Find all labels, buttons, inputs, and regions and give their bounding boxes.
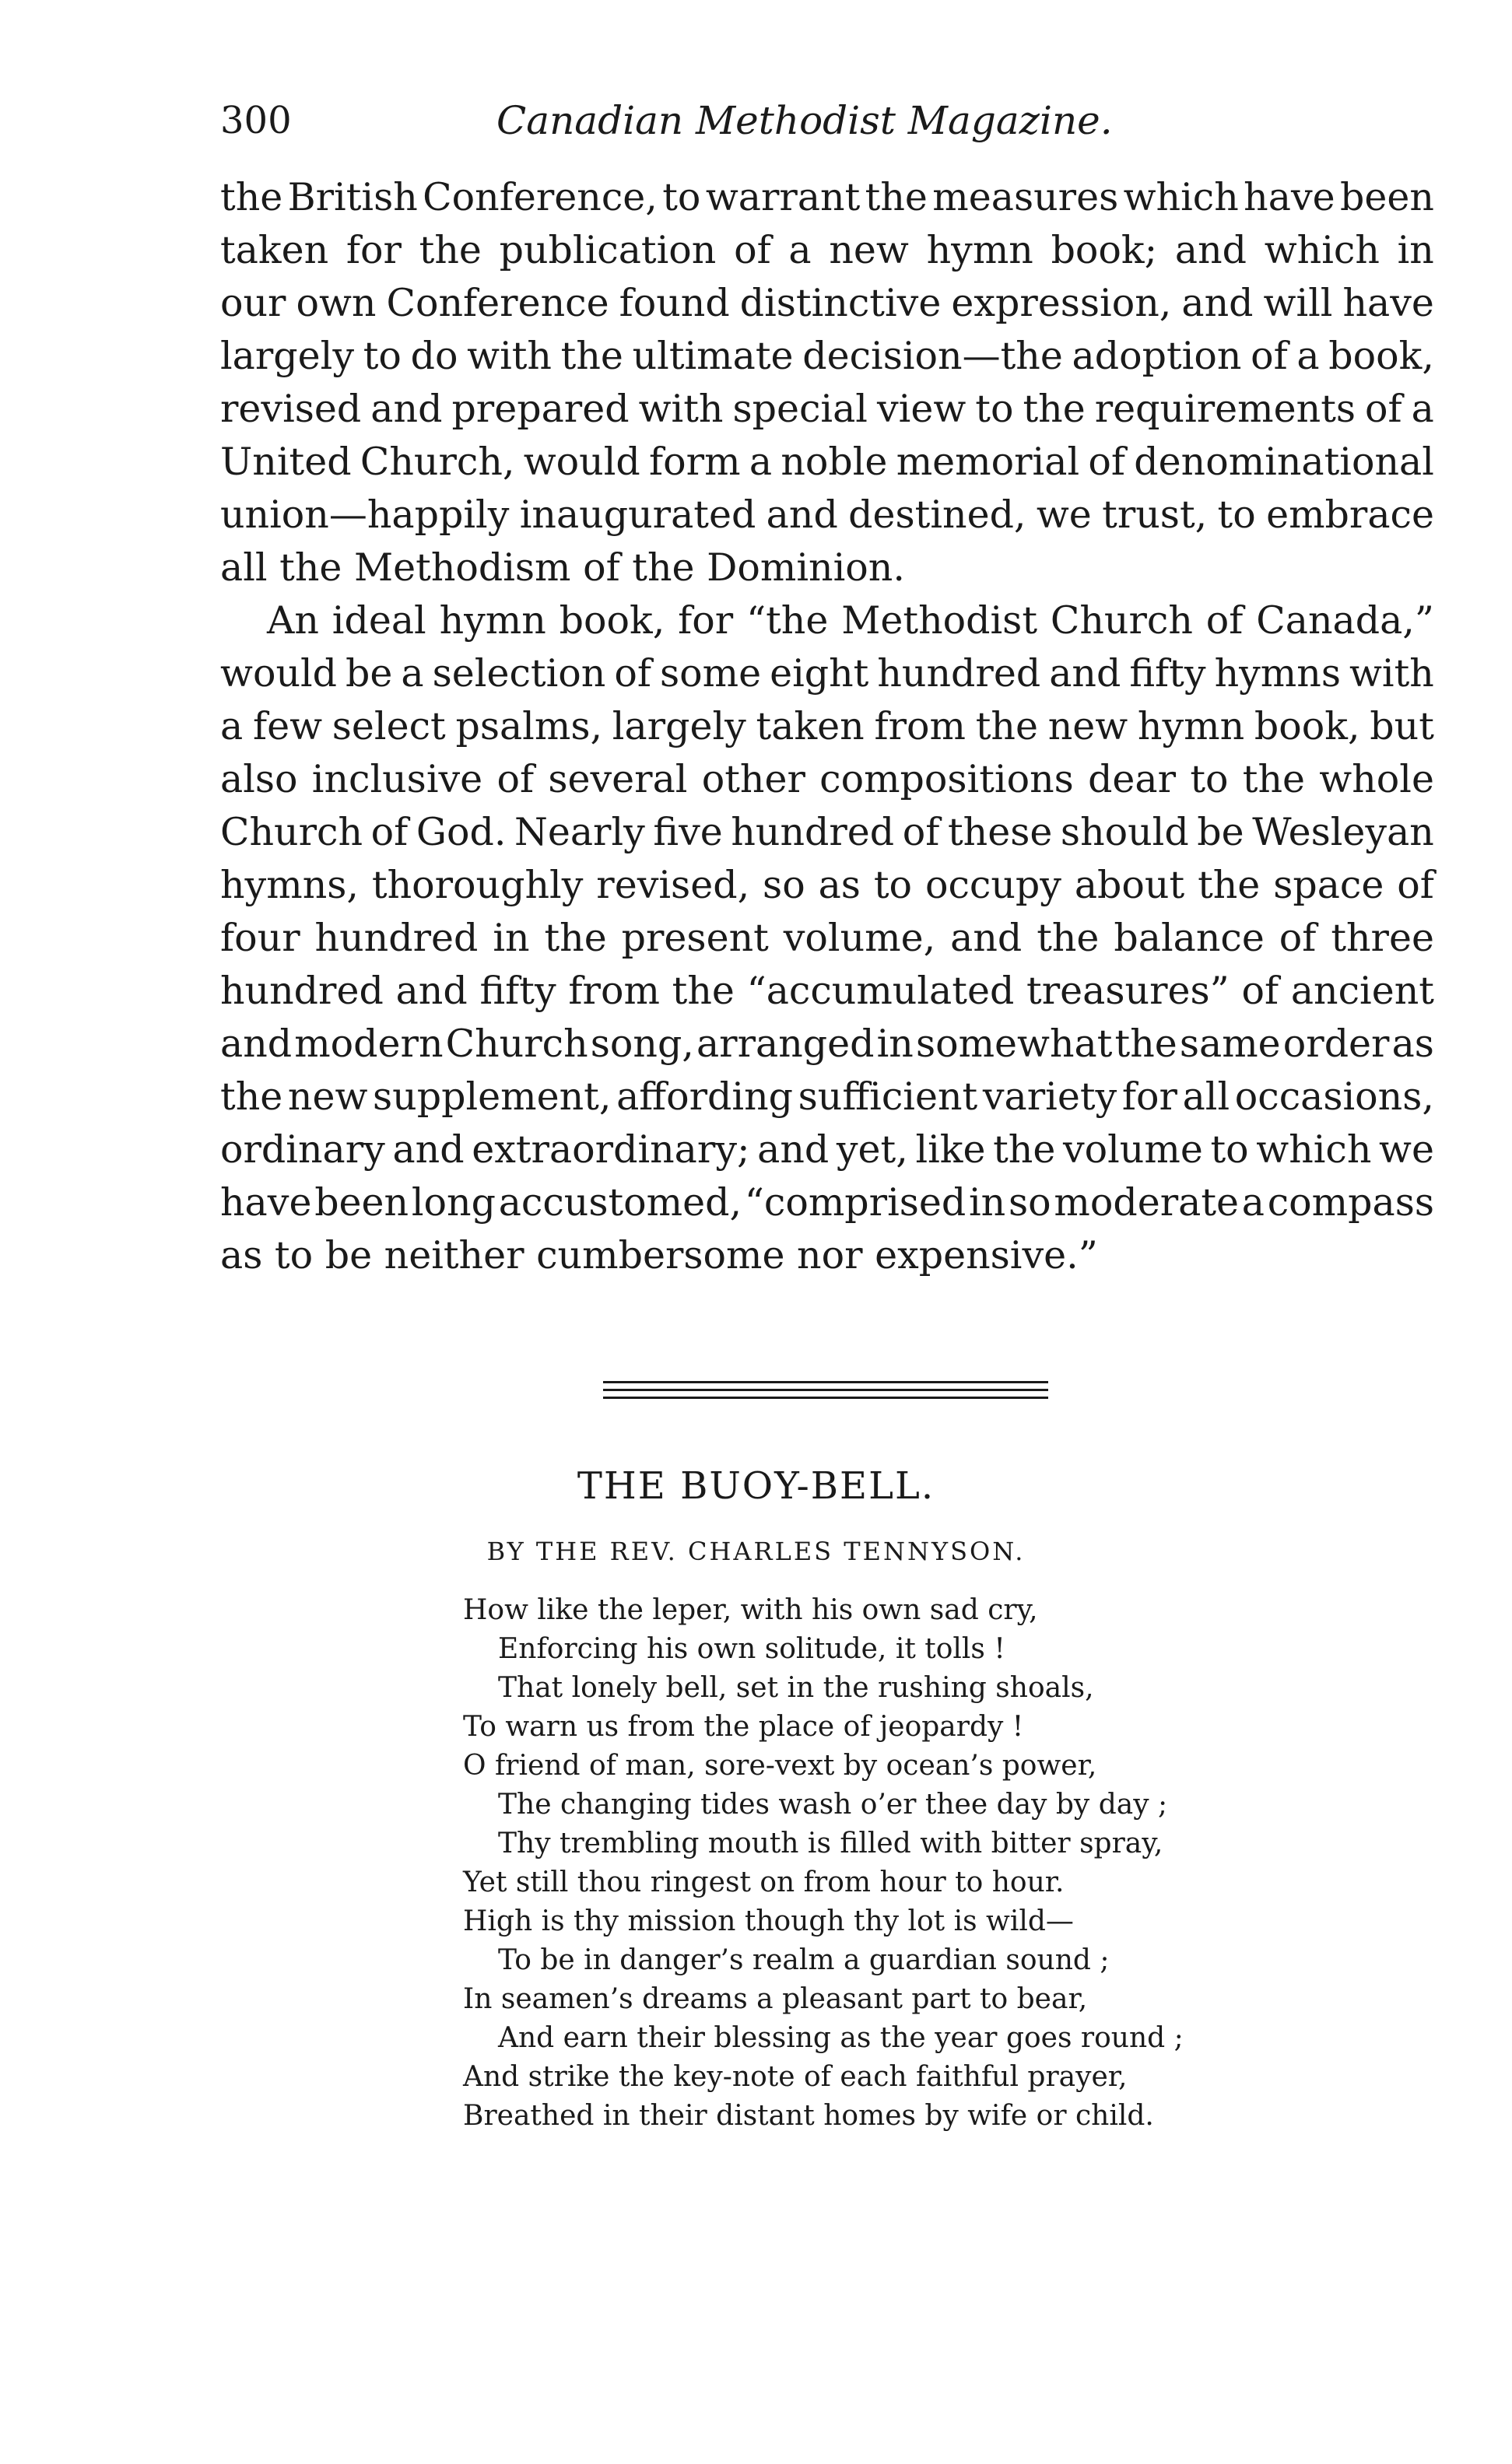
poem-line: Thy trembling mouth is filled with bitter spray, bbox=[498, 1828, 1163, 1859]
running-head bbox=[220, 97, 1426, 152]
poem-line: To be in danger’s realm a guardian sound ; bbox=[498, 1944, 1110, 1976]
text-line: all the Methodism of the Dominion. bbox=[220, 545, 905, 590]
poem-line: O friend of man, sore-vext by ocean’s power, bbox=[463, 1750, 1097, 1782]
section-divider bbox=[603, 1381, 1048, 1404]
text-line: United Church, would form a noble memorial of denominational bbox=[220, 440, 1434, 484]
poem-line: Enforcing his own solitude, it tolls ! bbox=[498, 1633, 1005, 1665]
text-line: union—happily inaugurated and destined, we trust, to embrace bbox=[220, 492, 1434, 537]
text-line: Church of God. Nearly five hundred of these should be Wesleyan bbox=[220, 810, 1434, 854]
poem-line: To warn us from the place of jeopardy ! bbox=[463, 1711, 1024, 1743]
poem-line: That lonely bell, set in the rushing shoals, bbox=[498, 1672, 1094, 1704]
text-line: largely to do with the ultimate decision—the adoption of a book, bbox=[220, 334, 1434, 378]
text-line: hymns, thoroughly revised, so as to occupy about the space of bbox=[220, 863, 1434, 907]
poem-line: And earn their blessing as the year goes round ; bbox=[498, 2022, 1184, 2054]
page-number: 300 bbox=[220, 99, 292, 142]
poem-byline: BY THE REV. CHARLES TENNYSON. bbox=[486, 1537, 1026, 1566]
divider-rule bbox=[603, 1381, 1048, 1383]
poem-body bbox=[463, 1591, 1319, 2136]
text-line: our own Conference found distinctive expression, and will have bbox=[220, 281, 1434, 325]
text-line: hundred and fifty from the “accumulated treasures” of ancient bbox=[220, 969, 1434, 1013]
poem-line: Yet still thou ringest on from hour to hour. bbox=[463, 1866, 1065, 1898]
text-line: have been long accustomed, “comprised in so moderate a compass bbox=[220, 1180, 1434, 1225]
poem-line: And strike the key-note of each faithful prayer, bbox=[463, 2061, 1128, 2093]
article-text bbox=[220, 171, 1434, 1282]
text-line: An ideal hymn book, for “the Methodist Church of Canada,” bbox=[267, 598, 1434, 643]
text-line: also inclusive of several other compositions dear to the whole bbox=[220, 757, 1434, 801]
text-line: as to be neither cumbersome nor expensive.” bbox=[220, 1233, 1098, 1278]
text-line: ordinary and extraordinary; and yet, like the volume to which we bbox=[220, 1127, 1434, 1172]
text-line: four hundred in the present volume, and the balance of three bbox=[220, 916, 1434, 960]
text-line: a few select psalms, largely taken from the new hymn book, but bbox=[220, 704, 1434, 748]
poem-line: How like the leper, with his own sad cry, bbox=[463, 1594, 1038, 1626]
text-line: revised and prepared with special view to the requirements of a bbox=[220, 387, 1434, 431]
text-line: the British Conference, to warrant the measures which have been bbox=[220, 175, 1434, 219]
poem-line: High is thy mission though thy lot is wild— bbox=[463, 1905, 1074, 1937]
text-line: and modern Church song, arranged in somewhat the same order as bbox=[220, 1022, 1434, 1066]
poem-line: Breathed in their distant homes by wife or child. bbox=[463, 2100, 1154, 2132]
text-line: would be a selection of some eight hundred and fifty hymns with bbox=[220, 651, 1434, 696]
poem-line: In seamen’s dreams a pleasant part to bear, bbox=[463, 1983, 1088, 2015]
poem-title: THE BUOY-BELL. bbox=[577, 1464, 935, 1508]
text-line: taken for the publication of a new hymn book; and which in bbox=[220, 228, 1434, 272]
text-line: the new supplement, affording sufficient variety for all occasions, bbox=[220, 1074, 1434, 1119]
divider-rule bbox=[603, 1397, 1048, 1399]
divider-rule bbox=[603, 1389, 1048, 1391]
journal-title: Canadian Methodist Magazine. bbox=[496, 98, 1113, 143]
poem-line: The changing tides wash o’er thee day by day ; bbox=[498, 1789, 1168, 1821]
